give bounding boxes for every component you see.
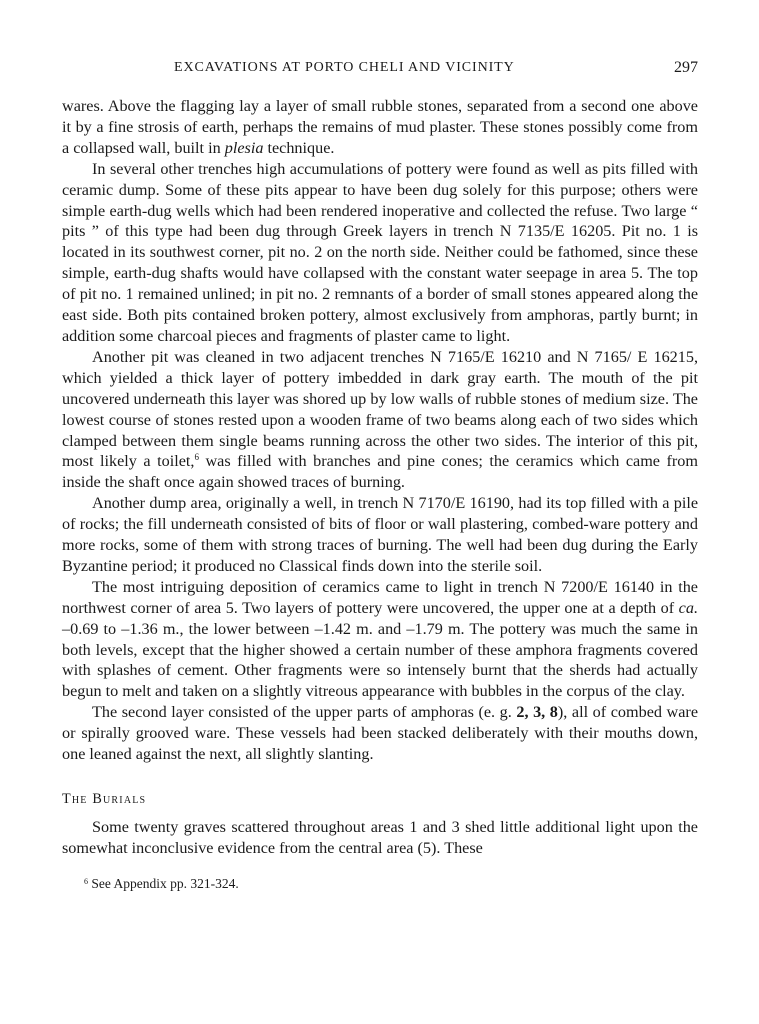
italic-abbreviation: ca. bbox=[678, 598, 698, 617]
running-head bbox=[62, 58, 698, 82]
section-paragraph-1: Some twenty graves scattered throughout areas 1 and 3 shed little additional light upon the somewhat inconclusive evidence from the central area (5). These bbox=[62, 818, 698, 857]
paragraph-3: Another pit was cleaned in two adjacent trenches N 7165/E 16210 and N 7165/ E 16215, which yielded a thick layer of pottery imbedded in dark gray earth. The mouth of the pit uncovered underneath this layer was shored up by low walls of rubble stones of medium size. The lowest course of stones rested upon a wooden frame of two beams along each of two sides which clamped between them single beams running across the other two sides. The interior of this pit, most likely a toilet,$^6$ was filled with branches and pine cones; the ceramics which came from inside the shaft once again showed traces of burning. bbox=[62, 347, 698, 492]
paragraph-4: Another dump area, originally a well, in trench N 7170/E 16190, had its top filled with a pile of rocks; the fill underneath consisted of bits of floor or wall plastering, combed-ware pottery and more rocks, some of them with strong traces of burning. The well had been dug during the Early Byzantine period; it produced no Classical finds down into the sterile soil. bbox=[62, 494, 698, 575]
running-title: EXCAVATIONS AT PORTO CHELI AND VICINITY bbox=[174, 60, 515, 75]
paragraph-1: wares. Above the flagging lay a layer of small rubble stones, separated from a second one above it by a fine strosis of earth, perhaps the remains of mud plaster. These stones possibly come from a collapsed wall, built in plesia technique. bbox=[62, 97, 698, 157]
page bbox=[62, 58, 698, 893]
italic-term: plesia bbox=[224, 138, 264, 157]
figure-references: 2, 3, 8 bbox=[516, 703, 558, 722]
section-heading: The Burials bbox=[62, 791, 147, 807]
main-text bbox=[62, 96, 698, 893]
footnote-text: See Appendix pp. 321-324. bbox=[88, 875, 239, 891]
footnote-reference: 6 bbox=[194, 452, 199, 463]
paragraph-6: The second layer consisted of the upper parts of amphoras (e. g. 2, 3, 8), all of combed ware or spirally grooved ware. These vessels had been stacked deliberately with their mouths down, one leaned against the next, all slightly slanting. bbox=[62, 703, 698, 764]
footnote-marker: 6 bbox=[84, 876, 88, 886]
paragraph-2: In several other trenches high accumulations of pottery were found as well as pits filled with ceramic dump. Some of these pits appear to have been dug solely for this purpose; others were simple earth-dug wells which had been rendered inoperative and collected the refuse. Two large “ pits ” of this type had been dug through Greek layers in trench N 7135/E 16205. Pit no. 1 is located in its southwest corner, pit no. 2 on the north side. Neither could be fathomed, since these simple, earth-dug shafts would have collapsed with the constant water seepage in area 5. The top of pit no. 1 remained unlined; in pit no. 2 remnants of a border of small stones appeared along the east side. Both pits contained broken pottery, almost exclusively from amphoras, partly burnt; in addition some charcoal pieces and fragments of plaster came to light. bbox=[62, 159, 698, 345]
page-number: 297 bbox=[674, 59, 698, 76]
section-body bbox=[62, 817, 698, 859]
footnote bbox=[84, 873, 698, 893]
paragraph-5: The most intriguing deposition of ceramics came to light in trench N 7200/E 16140 in the northwest corner of area 5. Two layers of pottery were uncovered, the upper one at a depth of ca. –0.69 to –1.36 m., the lower between –1.42 m. and –1.79 m. The pottery was much the same in both levels, except that the higher showed a certain number of these amphora fragments covered with splashes of cement. Other fragments were so intensely burnt that the sherds had actually begun to melt and taken on a slightly vitreous appearance with bubbles in the corpus of the clay. bbox=[62, 577, 698, 701]
